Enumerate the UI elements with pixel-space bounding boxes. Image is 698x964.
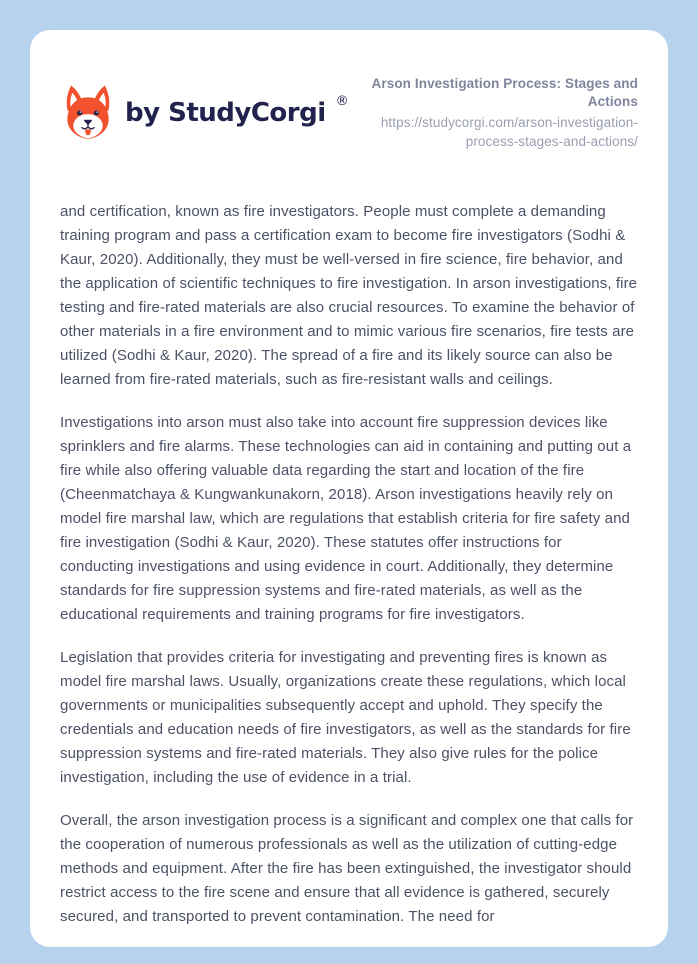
document-title: Arson Investigation Process: Stages and Actions bbox=[371, 76, 638, 109]
brand-name: by StudyCorgi bbox=[125, 98, 326, 128]
registered-mark-icon: ® bbox=[335, 93, 349, 109]
paragraph-4: Overall, the arson investigation process is a significant and complex one that calls for the cooperation of numerous professionals as well as the utilization of cutting-edge methods and equipment. After the fire has been extinguished, the investigator should restrict access to the fire scene and ensure that all evidence is gathered, securely secured, and transported to prevent contamination. The need for bbox=[60, 812, 634, 925]
document-body bbox=[60, 200, 638, 929]
paragraph-3: Legislation that provides criteria for investigating and preventing fires is known as model fire marshal laws. Usually, organizations create these regulations, which local governments or municipalities subsequently accept and uphold. They specify the credentials and education needs of fire investigators, as well as the standards for fire suppression systems and fire-rated materials. They also give rules for the police investigation, including the use of evidence in a trial. bbox=[60, 649, 631, 786]
paragraph-1: and certification, known as fire investigators. People must complete a demanding training program and pass a certification exam to become fire investigators (Sodhi & Kaur, 2020). Additionally, they must be well-versed in fire science, fire behavior, and the application of scientific techniques to fire investigation. In arson investigations, fire testing and fire-rated materials are also crucial resources. To examine the behavior of other materials in a fire environment and to mimic various fire scenarios, fire tests are utilized (Sodhi & Kaur, 2020). The spread of a fire and its likely source can also be learned from fire-rated materials, such as fire-resistant walls and ceilings. bbox=[60, 203, 638, 388]
document-header bbox=[60, 75, 638, 151]
document-meta bbox=[360, 75, 638, 151]
document-url-link[interactable]: https://studycorgi.com/arson-investigation-process-stages-and-actions/ bbox=[380, 115, 638, 149]
corgi-logo-icon bbox=[60, 85, 116, 141]
document-card bbox=[30, 30, 668, 947]
paragraph-2: Investigations into arson must also take into account fire suppression devices like sprinklers and fire alarms. These technologies can aid in containing and putting out a fire while also offering valuable data regarding the start and location of the fire (Cheenmatchaya & Kungwankunakorn, 2018). Arson investigations heavily rely on model fire marshal law, which are regulations that establish criteria for fire safety and fire investigation (Sodhi & Kaur, 2020). These statutes offer instructions for conducting investigations and using evidence in court. Additionally, they determine standards for fire suppression systems and fire-rated materials, as well as the educational requirements and training programs for fire investigators. bbox=[60, 414, 632, 623]
brand-link[interactable] bbox=[60, 85, 348, 141]
